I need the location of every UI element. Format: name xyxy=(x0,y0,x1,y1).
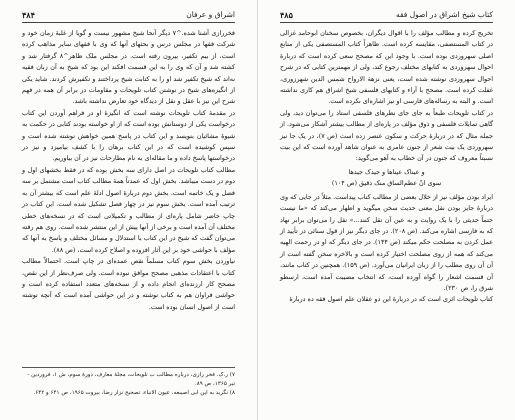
right-page xyxy=(258,0,515,420)
verse-line: و عیناک عیناها و جیدک جیدها xyxy=(348,167,425,176)
footnote: ۷) ر.ک. فخر رازی، درباره مطالب ب تلویحات، مجلهٔ معارف، دورهٔ سوم، ش ۱، فروردین - تیر ۱۳۶۵، ص ۸۹. xyxy=(27,372,235,387)
paragraph: کتاب تلویحات اثری است که در دربارهٔ این دو عقلان علم اصول فقه ده دربارهٔ xyxy=(289,295,493,304)
right-page-body xyxy=(280,28,493,306)
left-page-title: اشراق و عرفان xyxy=(186,10,235,19)
verse-quote xyxy=(280,167,493,190)
paragraph: تخریج کرده و مطالب مؤلف را با اقوال دیگران، بخصوص سخنان ابوحامد غزالی در کتاب المستصفی، مقایسه کرده است. ظاهراً کتاب المستصفی یکی از منابع اصلی سهروردی بوده است. با وجود این که مصحح سعی کرده است که دربارهٔ احوال سهروردی به کتابهای مختلف رجوع کند، ولی از مهمترین کتابی که در شرح احوال سهروردی نوشته شده است، یعنی نزهة الارواح شمس الدین شهرزوری، غفلت کرده است. مصحح با آراء و کتابهای فلسفی شیخ اشراق هم کاری نداشته است. و البته به رساله‌های فارسی او نیز اشاره‌ای نکرده است. xyxy=(280,29,493,106)
right-page-number: ۴۸۵ xyxy=(280,10,293,20)
paragraph: فخررازی آشنا شده.^۷ دیگر آنجا شیخ مشهور نیست و گویا از غلبهٔ زمان خود و شرکت فقها در مجلس درس و بحثهای آنها که وی با فقهای سایر مذاهب کرده است، از بیم تکفیر، بیرون رفته است. در مجلس ملک ظاهر^۸ گرفتار شد و کشته شد و آن که وی را به این قسمت افکند این بود که شیخ به آن زبان فقیه نه‌اند که شیخ تکفیر شد او را به کتابت شیخ پرداختند و تکفیرش کردند. شاید یکی از انگیزه‌های شیخ در نوشتن کتاب تلویحات و مقاومات در برابر آن همه در فهم شرح این نیز با عقل و نقل از دیدگاه خود تعارض نداشته باشد. xyxy=(22,29,235,106)
paragraph: ایراد بودن مؤلف نیز از خلال بعضی از مطالب کتاب پیداست. مثلاً در جایی که وی دربارهٔ جایز بودن نقل معنی حدیث سخن میگوید و اظهار می‌کند که «ما نیست حتماً حدیثی را با یک روایت و به عین آن نقل کنند...» نقل را می‌توان برابر نهاد که به فارسی اشاره می‌کند. (ص ۲۰۸). در جای دیگر نیز از قول سنائی در تأیید از عمل کردن به مصلحت حکم میکند (ص ۱۴۴). در جای دیگر که او در رحمت الهیه می‌کند که همه از روی مصلحت اختیار کرده است و بالاخره سخن گفته است از آن آن روی مطلب را از زبان ایرانیان می‌آورد. (ص ۱۵۹). همچنین در کتاب مانند، آن قسمت اشعار را گواه آورده است، که انتخاب مصیبت آمده است، ارسطو شرق را، ص ۲۳۰). xyxy=(280,192,493,292)
left-page-number: ۴۸۴ xyxy=(22,10,35,20)
right-page-title: کتاب شیخ اشراق در اصول فقه xyxy=(395,10,493,19)
left-page-body xyxy=(22,28,235,313)
right-page-header xyxy=(280,8,493,23)
paragraph: مطالب کتاب تلویحات در اصل دارای سه بخش بوده که در فقط بخشهای اول و دوم در دست میباشد. بخش اول که عمدتاً همهٔ مطالب کتاب است مشتمل بر سه فصل و یک خاتمه است. بخش دوم دربارهٔ اصول ادلهٔ علم است که بیشتر آن به ترتیب آمده است. بخش سوم نیز در چهار فصل تشکیل شده است. این کتاب در چاپ حاضر شامل پاره‌ای از مطالب و تکمیلاتی است که در نسخه‌های خطی مختلف آن آمده است و برخی از آنها پیش از این منتشر شده است. روی هم رفته می‌توان گفت که شیخ در این کتاب با استدلال و مسائل مختلف و پاسخ به آنها که مؤلف با حواشی خود بر این آثار افزوده و اصلاح کرده است، (ص ۸۸). xyxy=(22,165,235,254)
paragraph: در کتاب تلویحات طبعاً به جای جای نظرهای فلسفی استاد را می‌توان دید، ولی گاهی تمایلات فلسفی و ذوق مؤلف در پاره‌ای از مطالب بیشتر آشکار می‌شود. از جمله مثال که در دربارهٔ حرکت و سکون عنصر زده است (ص ۷)، در یک جا نیز سهروردی یک بیت شعر از جنون عامری به عنوان شاهد آورده است که این بیت نسبتاً معروف که جنون در آن خطاب به آهو می‌گوید: xyxy=(280,108,493,163)
paragraph: در مقدمهٔ کتاب تلویحات نوشته است که انگیزهٔ او در فراهم آوردن این کتاب درخواست یکی از دوستانش بوده است که از او خواسته بودند کتابی در حکمت به شیوهٔ مشائیان بنویسد و این کتاب در پاسخ همین خواهش نوشته شده است و سپس کوشیده است که در این کتاب برهان را با کشف بیامیزد و نیز در درخواستها پاسخ داده و ما مقاله‌ای به نام مطارحات نیز در آن بیاوریم. xyxy=(22,108,235,163)
footnote: ۸) نگرید به این ابی اصیبعه، عیون الانباء، تصحیح نزار رضا، بیروت ۱۹۶۵، ص ۶۴۱ و ۶۴۲. xyxy=(33,390,235,396)
left-page-header xyxy=(22,8,235,23)
footnotes xyxy=(22,367,235,398)
paragraph: نیاوردن بخش سوم کتاب مسلماً نقص عمده‌ای در چاپ است. احتمالاً مطالب کتاب با اعتقادات مذهبی مصحح موافق نبوده است. ولی صرف‌نظر از این نقص، مصحح کار ارزنده‌ای انجام داده و از نسخه‌های متعدد استفاده کرده است و حواشی فراوان هم به کتاب نوشته و در این حواشی آمده است که آنچه نوشته است از اصول انسان بوده است. xyxy=(22,257,235,311)
verse-line: سوی ان‌ّ عظم‌الساق منک دقیق (ص ۱۰۴) xyxy=(331,179,442,188)
